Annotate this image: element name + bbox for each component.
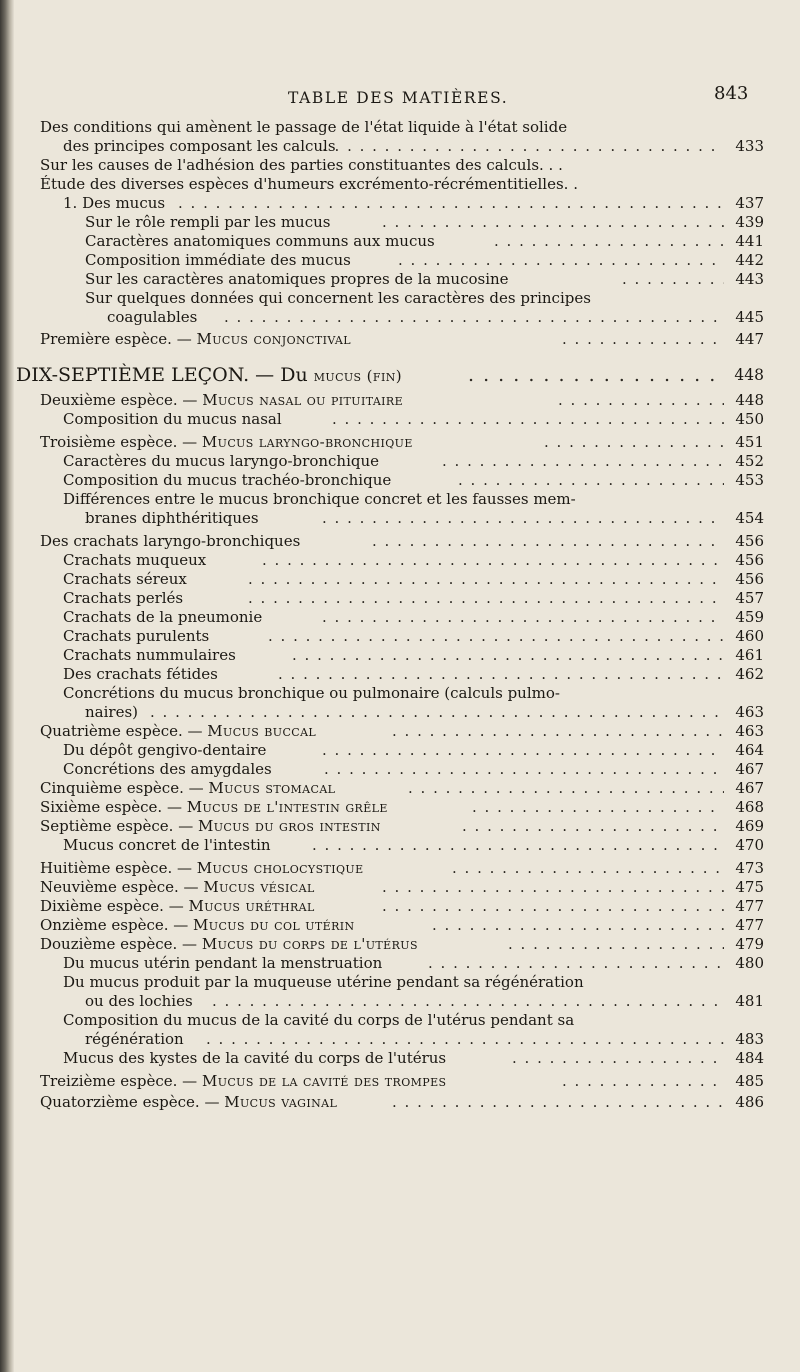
toc-entry-page: 442	[735, 251, 764, 269]
toc-entry-title: Crachats nummulaires	[63, 646, 236, 664]
toc-entry	[0, 878, 800, 897]
toc-entry	[0, 1049, 800, 1068]
running-title: TABLE DES MATIÈRES.	[288, 89, 509, 107]
toc-entry	[0, 627, 800, 646]
toc-entry-page: 445	[735, 308, 764, 326]
toc-entry-page: 485	[735, 1072, 764, 1090]
toc-entry-title: Des crachats laryngo-bronchiques	[40, 532, 301, 550]
toc-entry	[0, 665, 800, 684]
toc-entry-title: Du dépôt gengivo-dentaire	[63, 741, 267, 759]
toc-entry-title: Composition du mucus nasal	[63, 410, 282, 428]
toc-entry	[0, 1072, 800, 1091]
toc-entry-title: Crachats de la pneumonie	[63, 608, 263, 626]
toc-entry-prefix: Troisième espèce. —	[40, 433, 202, 451]
toc-entry-prefix: Dixième espèce. —	[40, 897, 189, 915]
toc-entry-page: 437	[735, 194, 764, 212]
toc-entry-prefix: Onzième espèce. —	[40, 916, 194, 934]
toc-entry-title: Sur les causes de l'adhésion des parties constituantes des calculs. . .	[40, 156, 563, 174]
toc-entry-title: Étude des diverses espèces d'humeurs excrémento-récrémentitielles. .	[40, 175, 578, 193]
toc-entry-prefix: Neuvième espèce. —	[40, 878, 204, 896]
toc-entry-title: des principes composant les calculs	[63, 137, 336, 155]
toc-entry-prefix: Première espèce. —	[40, 330, 197, 348]
toc-entry-prefix: Quatorzième espèce. —	[40, 1093, 225, 1111]
toc-entry	[0, 118, 800, 137]
toc-entry-page: 456	[735, 551, 764, 569]
toc-entry	[0, 973, 800, 992]
toc-entry	[0, 608, 800, 627]
toc-entry-title: Des crachats fétides	[63, 665, 218, 683]
toc-entry-mucus-name: Mucus buccal	[207, 722, 317, 740]
toc-entry-page: 461	[735, 646, 764, 664]
toc-entry-title: Crachats muqueux	[63, 551, 207, 569]
toc-entry	[0, 330, 800, 349]
toc-entry-page: 450	[735, 410, 764, 428]
toc-entry-title: Différences entre le mucus bronchique concret et les fausses mem-	[63, 490, 576, 508]
toc-entry	[0, 1011, 800, 1030]
toc-entry-title: branes diphthéritiques	[85, 509, 259, 527]
toc-entry-page: 439	[735, 213, 764, 231]
toc-entry-title: naires)	[85, 703, 138, 721]
toc-entry-page: 486	[735, 1093, 764, 1111]
toc-entry	[0, 471, 800, 490]
toc-entry	[0, 589, 800, 608]
toc-entry-title: Caractères anatomiques communs aux mucus	[85, 232, 435, 250]
toc-entry-page: 481	[735, 992, 764, 1010]
toc-entry	[0, 741, 800, 760]
toc-entry-mucus-name: Mucus conjonctival	[196, 330, 351, 348]
toc-entry-page: 451	[735, 433, 764, 451]
toc-entry-title: Mucus concret de l'intestin	[63, 836, 271, 854]
toc-entry-page: 433	[735, 137, 764, 155]
toc-entry-title: Concrétions des amygdales	[63, 760, 272, 778]
toc-entry-prefix: Treizième espèce. —	[40, 1072, 202, 1090]
toc-entry-title: Crachats purulents	[63, 627, 210, 645]
toc-entry	[0, 452, 800, 471]
toc-entry-page: 484	[735, 1049, 764, 1067]
toc-entry-prefix: Deuxième espèce. —	[40, 391, 203, 409]
toc-entry-page: 459	[735, 608, 764, 626]
toc-entry-page: 477	[735, 897, 764, 915]
toc-entry-title: Caractères du mucus laryngo-bronchique	[63, 452, 380, 470]
toc-entry-page: 456	[735, 570, 764, 588]
toc-entry-page: 463	[735, 722, 764, 740]
toc-entry	[0, 251, 800, 270]
toc-entry	[0, 1030, 800, 1049]
toc-entry-page: 447	[735, 330, 764, 348]
toc-entry-title: Mucus des kystes de la cavité du corps de l'utérus	[63, 1049, 447, 1067]
toc-entry	[0, 798, 800, 817]
toc-entry-mucus-name: Mucus laryngo-bronchique	[201, 433, 413, 451]
toc-entry-page: 475	[735, 878, 764, 896]
toc-entry	[0, 270, 800, 289]
toc-entry-page: 462	[735, 665, 764, 683]
toc-entry-page: 448	[734, 366, 764, 384]
toc-entry-prefix: Cinquième espèce. —	[40, 779, 209, 797]
page-number: 843	[714, 83, 749, 104]
toc-entry-page: 467	[735, 779, 764, 797]
toc-lesson-heading	[0, 366, 800, 385]
toc-entry-mucus-name: Mucus vaginal	[224, 1093, 338, 1111]
toc-entry	[0, 175, 800, 194]
toc-entry-title: Composition du mucus de la cavité du corps de l'utérus pendant sa	[63, 1011, 575, 1029]
toc-entry-title: Sur les caractères anatomiques propres de la mucosine	[85, 270, 509, 288]
toc-entry	[0, 137, 800, 156]
toc-entry-page: 469	[735, 817, 764, 835]
toc-entry-title: Des conditions qui amènent le passage de l'état liquide à l'état solide	[40, 118, 568, 136]
toc-entry-title: régénération	[85, 1030, 184, 1048]
toc-entry-prefix: Quatrième espèce. —	[40, 722, 208, 740]
toc-entry	[0, 760, 800, 779]
toc-entry-page: 479	[735, 935, 764, 953]
toc-entry	[0, 570, 800, 589]
toc-entry	[0, 722, 800, 741]
toc-entry	[0, 213, 800, 232]
toc-entry-mucus-name: Mucus vésical	[203, 878, 315, 896]
toc-entry-mucus-name: Mucus de la cavité des trompes	[201, 1072, 447, 1090]
toc-entry-mucus-name: Mucus stomacal	[208, 779, 336, 797]
toc-entry-prefix: DIX-SEPTIÈME LEÇON. — Du	[16, 364, 314, 386]
toc-entry-mucus-name: Mucus de l'intestin grêle	[186, 798, 388, 816]
toc-entry-mucus-name: Mucus nasal ou pituitaire	[202, 391, 404, 409]
toc-entry	[0, 289, 800, 308]
toc-entry	[0, 703, 800, 722]
toc-entry-page: 480	[735, 954, 764, 972]
toc-entry	[0, 156, 800, 175]
toc-entry-title: Du mucus utérin pendant la menstruation	[63, 954, 383, 972]
toc-entry	[0, 232, 800, 251]
toc-entry-page: 470	[735, 836, 764, 854]
toc-entry-prefix: Sixième espèce. —	[40, 798, 187, 816]
toc-entry-page: 463	[735, 703, 764, 721]
toc-entry	[0, 308, 800, 327]
toc-entry	[0, 532, 800, 551]
toc-entry-mucus-name: Mucus du col utérin	[193, 916, 355, 934]
toc-entry-page: 448	[735, 391, 764, 409]
toc-entry	[0, 391, 800, 410]
toc-entry	[0, 1093, 800, 1112]
toc-entry	[0, 410, 800, 429]
toc-entry	[0, 836, 800, 855]
toc-entry	[0, 779, 800, 798]
toc-entry-mucus-name: mucus (fin)	[313, 367, 402, 385]
toc-entry-title: Composition du mucus trachéo-bronchique	[63, 471, 392, 489]
toc-entry-title: Crachats séreux	[63, 570, 187, 588]
toc-entry	[0, 509, 800, 528]
toc-entry-title: ou des lochies	[85, 992, 193, 1010]
toc-entry	[0, 992, 800, 1011]
toc-entry-page: 483	[735, 1030, 764, 1048]
toc-entry-title: Crachats perlés	[63, 589, 184, 607]
toc-entry-title: Du mucus produit par la muqueuse utérine pendant sa régénération	[63, 973, 584, 991]
toc-entry	[0, 897, 800, 916]
toc-entry-prefix: Huitième espèce. —	[40, 859, 197, 877]
toc-entry-title: Concrétions du mucus bronchique ou pulmonaire (calculs pulmo-	[63, 684, 560, 702]
toc-entry	[0, 684, 800, 703]
toc-entry-page: 443	[735, 270, 764, 288]
toc-entry-page: 477	[735, 916, 764, 934]
toc-entry-title: 1. Des mucus	[63, 194, 166, 212]
toc-entry	[0, 935, 800, 954]
toc-entry	[0, 916, 800, 935]
page-header	[0, 83, 800, 113]
toc-entry-title: Composition immédiate des mucus	[85, 251, 351, 269]
toc-entry-page: 468	[735, 798, 764, 816]
toc-entry-page: 454	[735, 509, 764, 527]
toc-entry-mucus-name: Mucus du corps de l'utérus	[201, 935, 418, 953]
toc-entry-page: 456	[735, 532, 764, 550]
toc-entry	[0, 954, 800, 973]
toc-entry	[0, 859, 800, 878]
toc-entry-page: 473	[735, 859, 764, 877]
toc-entry	[0, 551, 800, 570]
toc-entry	[0, 817, 800, 836]
toc-entry-mucus-name: Mucus uréthral	[188, 897, 315, 915]
toc-entry-page: 464	[735, 741, 764, 759]
toc-entry-prefix: Douzième espèce. —	[40, 935, 202, 953]
toc-entry-prefix: Septième espèce. —	[40, 817, 198, 835]
toc-entry-page: 452	[735, 452, 764, 470]
toc-entry-page: 467	[735, 760, 764, 778]
toc-entry	[0, 490, 800, 509]
toc-entry-page: 441	[735, 232, 764, 250]
toc-entry	[0, 433, 800, 452]
toc-entry-page: 453	[735, 471, 764, 489]
toc-entry-mucus-name: Mucus cholocystique	[196, 859, 364, 877]
toc-entry-page: 460	[735, 627, 764, 645]
toc-entry-page: 457	[735, 589, 764, 607]
toc-entry-title: coagulables	[107, 308, 198, 326]
toc-entry-title: Sur quelques données qui concernent les caractères des principes	[85, 289, 591, 307]
toc-entry	[0, 194, 800, 213]
toc-entry-mucus-name: Mucus du gros intestin	[197, 817, 381, 835]
toc-entry-title: Sur le rôle rempli par les mucus	[85, 213, 331, 231]
toc-entry	[0, 646, 800, 665]
